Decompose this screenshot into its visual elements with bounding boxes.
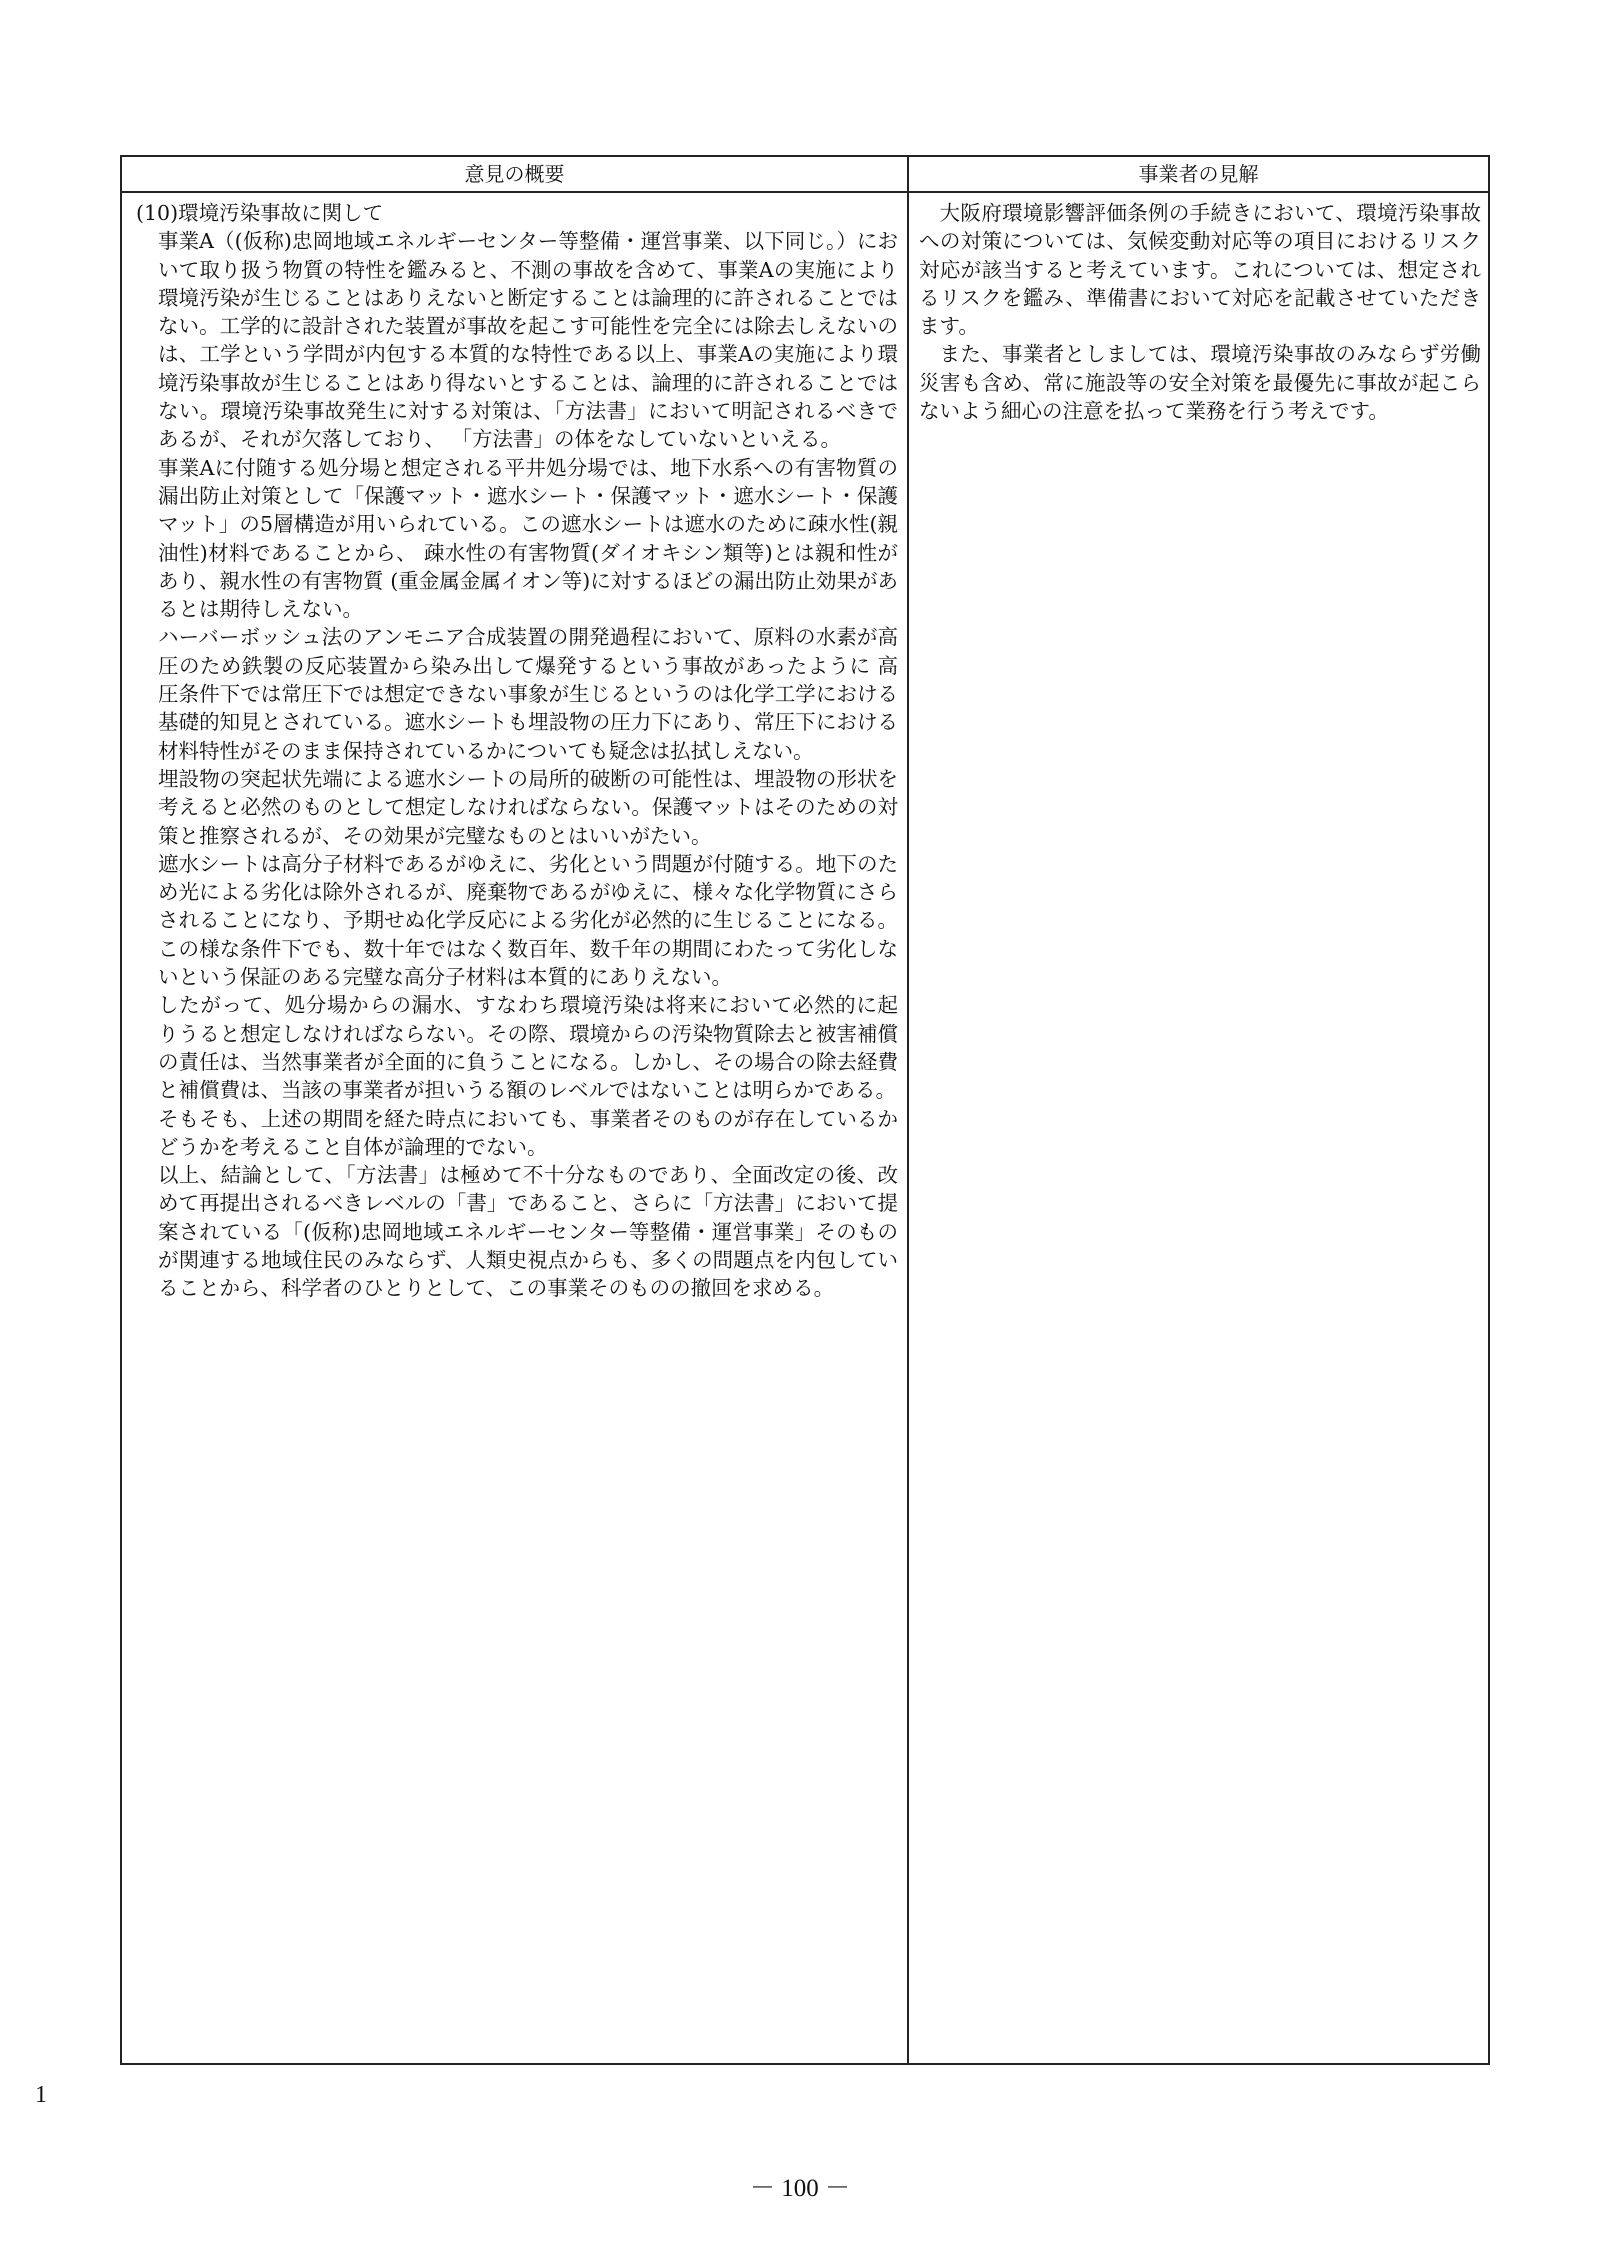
opinion-paragraph: 事業Aに付随する処分場と想定される平井処分場では、地下水系への有害物質の漏出防止対策として「保護マット・遮水シート・保護マット・遮水シート・保護マット」の5層構造が用いられている。この遮水シートは遮水のために疎水性(親油性)材料であることから、 疎水性の有害物質(ダイオキシン類等)とは親和性があり、親水性の有害物質 (重金属金属イオン等)に対するほどの漏出防止効果があるとは期待しえない。 (158, 455, 898, 622)
opinion-paragraph: 事業A（(仮称)忠岡地域エネルギーセンター等整備・運営事業、以下同じ。）において取り扱う物質の特性を鑑みると、不測の事故を含めて、事業Aの実施により環境汚染が生じることはありえないと断定することは論理的に許されることではない。工学的に設計された装置が事故を起こす可能性を完全には除去しえないのは、工学という学問が内包する本質的な特性である以上、事業Aの実施により環境汚染事故が生じることはあり得ないとすることは、論理的に許されることではない。環境汚染事故発生に対する対策は、「方法書」において明記されるべきであるが、それが欠落しており、 「方法書」の体をなしていないといえる。 (158, 229, 898, 452)
section-title: (10)環境汚染事故に関して (136, 201, 384, 225)
opinion-paragraph: 以上、結論として、「方法書」は極めて不十分なものであり、全面改定の後、改めて再提出されるべきレベルの「書」であること、さらに「方法書」において提案されている「(仮称)忠岡地域エネルギーセンター等整備・運営事業」そのものが関連する地域住民のみならず、人類史視点からも、多くの問題点を内包していることから、科学者のひとりとして、この事業そのものの撤回を求める。 (158, 1163, 898, 1301)
header-business-view: 事業者の見解 (1138, 162, 1259, 186)
opinion-paragraph: そもそも、上述の期間を経た時点においても、事業者そのものが存在しているかどうかを考えること自体が論理的でない。 (158, 1106, 898, 1159)
opinion-paragraph: 埋設物の突起状先端による遮水シートの局所的破断の可能性は、埋設物の形状を考えると必然のものとして想定しなければならない。保護マットはそのための対策と推察されるが、その効果が完璧なものとはいいがたい。 (158, 766, 898, 848)
response-paragraph: また、事業者としましては、環境汚染事故のみならず労働災害も含め、常に施設等の安全対策を最優先に事故が起こらないよう細心の注意を払って業務を行う考えです。 (919, 342, 1481, 424)
opinion-paragraph: したがって、処分場からの漏水、すなわち環境汚染は将来において必然的に起 りうると想定しなければならない。その際、環境からの汚染物質除去と被害補償の責任は、当然事業者が全面的に負うことになる。しかし、その場合の除去経費と補償費は、当該の事業者が担いうる額のレベルではないことは明らかである。 (158, 993, 898, 1103)
column-divider (907, 157, 909, 2063)
margin-line-number: 1 (35, 2082, 47, 2108)
opinion-paragraph: ハーバーボッシュ法のアンモニア合成装置の開発過程において、原料の水素が高圧のため鉄製の反応装置から染み出して爆発するという事故があったように 高圧条件下では常圧下では想定できない事象が生じるというのは化学工学における基礎的知見とされている。遮水シートも埋設物の圧力下にあり、常圧下における材料特性がそのまま保持されているかについても疑念は払拭しえない。 (158, 625, 898, 763)
opinion-cell (136, 199, 898, 1303)
response-cell (919, 199, 1481, 425)
header-opinion-summary: 意見の概要 (464, 162, 565, 186)
response-paragraph: 大阪府環境影響評価条例の手続きにおいて、環境汚染事故への対策については、気候変動対応等の項目におけるリスク対応が該当すると考えています。これについては、想定されるリスクを鑑み、準備書において対応を記載させていただきます。 (919, 201, 1481, 339)
opinion-table (120, 155, 1490, 2065)
page-number: － 100 － (749, 2175, 850, 2202)
table-header-row (122, 157, 1488, 193)
opinion-paragraph: 遮水シートは高分子材料であるがゆえに、劣化という問題が付随する。地下のため光による劣化は除外されるが、廃棄物であるがゆえに、様々な化学物質にさらされることになり、予期せぬ化学反応による劣化が必然的に生じることになる。この様な条件下でも、数十年ではなく数百年、数千年の期間にわたって劣化しないという保証のある完璧な高分子材料は本質的にありえない。 (158, 851, 898, 990)
